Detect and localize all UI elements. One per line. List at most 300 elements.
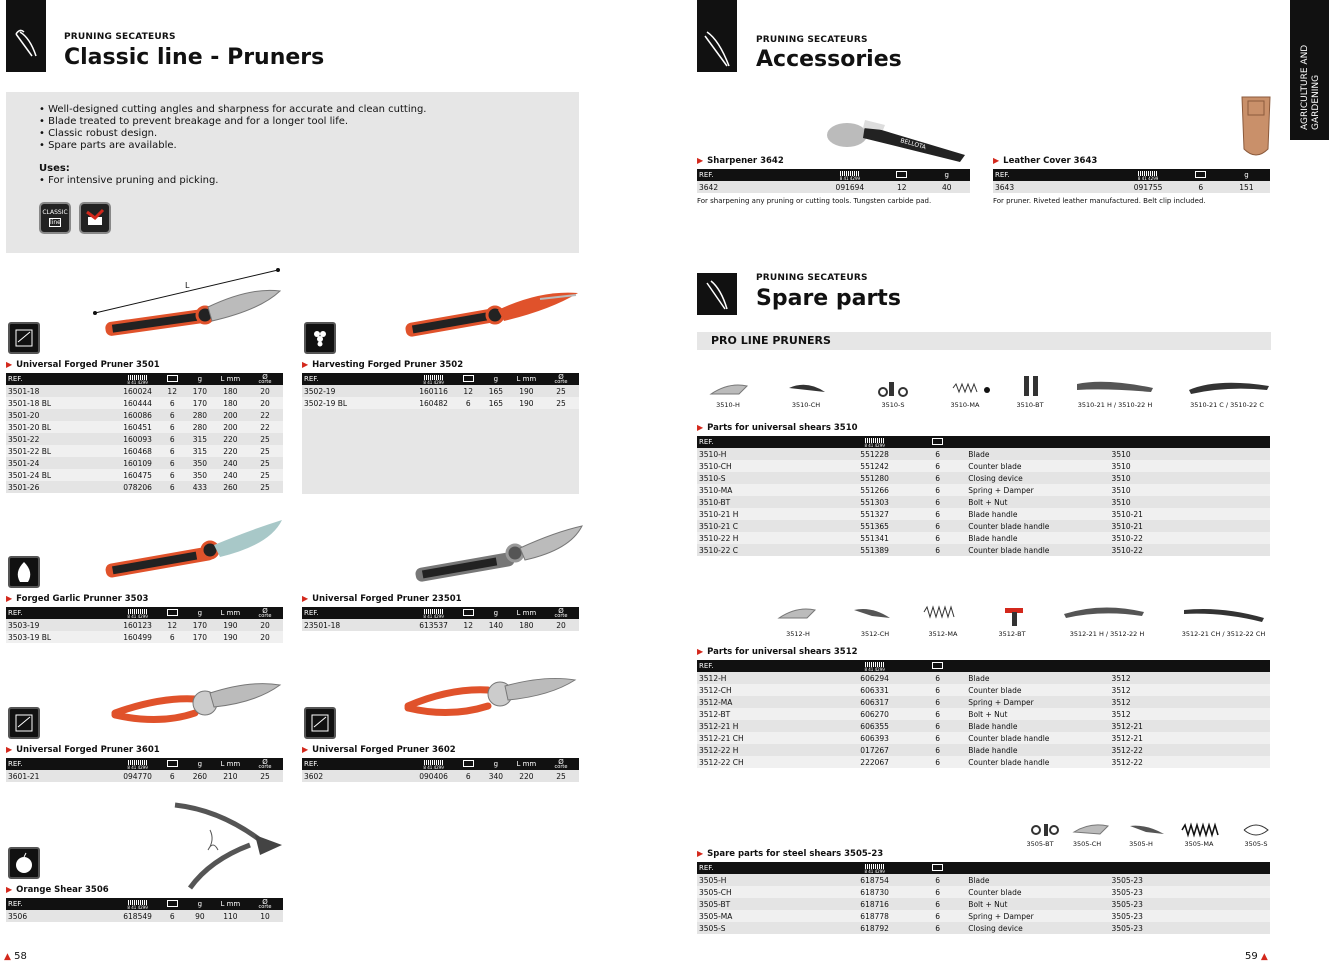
- col-pack: [909, 660, 966, 672]
- table-cell: 6: [909, 744, 966, 756]
- table-cell: Counter blade: [966, 886, 1109, 898]
- grape-icon: [304, 322, 336, 354]
- table-cell: 551303: [840, 496, 909, 508]
- universal-use-icon: [8, 322, 40, 354]
- col-ref: REF.: [697, 436, 840, 448]
- table-cell: 6: [909, 756, 966, 768]
- pruner-23501-image: [410, 520, 585, 590]
- table-cell: 3512: [1110, 708, 1270, 720]
- col-cut: Ø corte: [543, 607, 579, 619]
- table-cell: 3505-MA: [697, 910, 840, 922]
- section-kicker: PRUNING SECATEURS: [756, 35, 868, 45]
- barcode-icon: [865, 662, 885, 667]
- garlic-icon: [8, 556, 40, 588]
- table-cell: 078206: [117, 481, 159, 493]
- table-header-row: [302, 758, 579, 770]
- col-pack: [158, 607, 186, 619]
- col-barcode: 8 41 4299: [840, 862, 909, 874]
- table-cell: 280: [186, 409, 214, 421]
- table-cell: 3501-24: [6, 457, 117, 469]
- col-cut: Ø corte: [543, 373, 579, 385]
- table-cell: 6: [1179, 181, 1223, 193]
- table-cell: 551280: [840, 472, 909, 484]
- col-ref: REF.: [993, 169, 1118, 181]
- table-row: [6, 409, 283, 421]
- part-label: 3505-H: [1129, 840, 1153, 848]
- table-cell: 606317: [840, 696, 909, 708]
- table-cell: 25: [247, 457, 283, 469]
- table-cell: 3512: [1110, 696, 1270, 708]
- table-header-row: [6, 758, 283, 770]
- package-box-icon: [463, 375, 474, 382]
- table-cell: 6: [158, 421, 186, 433]
- parts-3505-title: ▶ Spare parts for steel shears 3505-23: [697, 849, 884, 859]
- col-pack: [454, 607, 482, 619]
- table-cell: 220: [510, 770, 543, 782]
- table-cell: 090406: [413, 770, 455, 782]
- col-ref: REF.: [6, 898, 117, 910]
- table-cell: 160086: [117, 409, 159, 421]
- col-pack: [1179, 169, 1223, 181]
- table-cell: 3510-21: [1110, 508, 1270, 520]
- table-cell: 22: [247, 409, 283, 421]
- table-cell: 606270: [840, 708, 909, 720]
- col-model: [1110, 660, 1270, 672]
- col-weight: g: [924, 169, 970, 181]
- table-row: [6, 397, 283, 409]
- table-cell: 433: [186, 481, 214, 493]
- table-cell: 350: [186, 457, 214, 469]
- parts-3512-table: [697, 660, 1270, 768]
- feature-item: • Classic robust design.: [39, 128, 158, 139]
- col-ref: REF.: [302, 758, 413, 770]
- table-row: [302, 397, 579, 409]
- table-cell: 017267: [840, 744, 909, 756]
- table-cell: 3510-MA: [697, 484, 840, 496]
- table-header-row: [697, 660, 1270, 672]
- table-cell: 6: [909, 496, 966, 508]
- table-cell: 190: [214, 631, 247, 643]
- table-cell: 210: [214, 770, 247, 782]
- table-row: [697, 532, 1270, 544]
- barcode-icon: [1138, 171, 1158, 176]
- table-cell: 25: [543, 385, 579, 397]
- table-cell: 165: [482, 397, 510, 409]
- pruner-category-icon: [697, 0, 737, 72]
- table-row: [6, 457, 283, 469]
- table-cell: 3510: [1110, 448, 1270, 460]
- table-cell: 6: [454, 770, 482, 782]
- table-cell: Spring + Damper: [966, 910, 1109, 922]
- table-cell: Counter blade: [966, 684, 1109, 696]
- table-cell: Blade: [966, 448, 1109, 460]
- table-row: [697, 484, 1270, 496]
- table-cell: 613537: [413, 619, 455, 631]
- col-ref: REF.: [302, 607, 413, 619]
- table-cell: Counter blade handle: [966, 732, 1109, 744]
- table-cell: 170: [186, 385, 214, 397]
- part-label: 3512-21 H / 3512-22 H: [1069, 630, 1145, 638]
- col-pack: [909, 436, 966, 448]
- part-label: 3512-H: [786, 630, 810, 638]
- table-cell: 6: [909, 708, 966, 720]
- section-kicker: PRUNING SECATEURS: [64, 32, 176, 42]
- part-label: 3505-S: [1244, 840, 1268, 848]
- feature-item: • Blade treated to prevent breakage and for a longer tool life.: [39, 116, 349, 127]
- product-table-3601: [6, 758, 283, 782]
- shear-3506-image: [170, 800, 285, 895]
- table-cell: 3510-H: [697, 448, 840, 460]
- table-cell: Blade handle: [966, 532, 1109, 544]
- product-table-23501: [302, 607, 579, 631]
- table-row: [6, 619, 283, 631]
- table-cell: 606294: [840, 672, 909, 684]
- col-length: L mm: [214, 898, 247, 910]
- table-cell: 160482: [413, 397, 455, 409]
- table-cell: 3510-21 H: [697, 508, 840, 520]
- col-barcode: 8 41 4299: [117, 373, 159, 385]
- table-cell: 315: [186, 445, 214, 457]
- product-title-3506: ▶ Orange Shear 3506: [6, 885, 109, 895]
- table-cell: 3510-21 C: [697, 520, 840, 532]
- package-box-icon: [932, 438, 943, 445]
- table-cell: 6: [909, 696, 966, 708]
- table-row: [993, 181, 1270, 193]
- table-cell: 6: [158, 409, 186, 421]
- col-model: [1110, 862, 1270, 874]
- table-row: [6, 385, 283, 397]
- table-row: [697, 544, 1270, 556]
- table-cell: 20: [543, 619, 579, 631]
- table-header-row: [697, 862, 1270, 874]
- table-cell: 160024: [117, 385, 159, 397]
- table-cell: 3506: [6, 910, 117, 922]
- table-cell: 90: [186, 910, 214, 922]
- col-barcode: 8 41 4299: [1118, 169, 1179, 181]
- sharpener-desc: For sharpening any pruning or cutting tools. Tungsten carbide pad.: [697, 197, 932, 205]
- table-cell: 6: [158, 469, 186, 481]
- table-cell: 20: [247, 631, 283, 643]
- table-cell: 3512-22 CH: [697, 756, 840, 768]
- table-cell: 551266: [840, 484, 909, 496]
- table-cell: 6: [909, 484, 966, 496]
- table-cell: 3512: [1110, 684, 1270, 696]
- leather-cover-title: ▶ Leather Cover 3643: [993, 156, 1098, 166]
- page-title: Classic line - Pruners: [64, 45, 325, 70]
- table-cell: 618716: [840, 898, 909, 910]
- table-row: [6, 433, 283, 445]
- table-cell: 551389: [840, 544, 909, 556]
- table-cell: 3501-22: [6, 433, 117, 445]
- table-cell: 25: [247, 469, 283, 481]
- table-header-row: [697, 436, 1270, 448]
- table-row: [697, 886, 1270, 898]
- col-cut: Ø corte: [247, 758, 283, 770]
- table-cell: 23501-18: [302, 619, 413, 631]
- col-length: L mm: [510, 758, 543, 770]
- parts-3510-table: [697, 436, 1270, 556]
- package-box-icon: [1195, 171, 1206, 178]
- product-title-3502: ▶ Harvesting Forged Pruner 3502: [302, 360, 464, 370]
- table-row: [6, 770, 283, 782]
- col-ref: REF.: [697, 660, 840, 672]
- part-label: 3510-21 H / 3510-22 H: [1077, 401, 1153, 409]
- package-box-icon: [167, 609, 178, 616]
- col-ref: REF.: [6, 373, 117, 385]
- product-table-3506: [6, 898, 283, 922]
- table-cell: 6: [158, 631, 186, 643]
- part-label: 3510-H: [716, 401, 740, 409]
- sharpener-image: [825, 100, 970, 165]
- table-cell: 3510-BT: [697, 496, 840, 508]
- table-cell: 606331: [840, 684, 909, 696]
- table-cell: 110: [214, 910, 247, 922]
- table-header-row: [697, 169, 970, 181]
- table-cell: 551341: [840, 532, 909, 544]
- table-header-row: [302, 373, 579, 385]
- table-cell: 6: [909, 520, 966, 532]
- table-cell: 6: [158, 397, 186, 409]
- package-box-icon: [463, 760, 474, 767]
- col-cut: Ø corte: [543, 758, 579, 770]
- table-row: [302, 770, 579, 782]
- table-cell: Spring + Damper: [966, 696, 1109, 708]
- table-row: [6, 445, 283, 457]
- part-label: 3505-MA: [1184, 840, 1214, 848]
- table-cell: 260: [214, 481, 247, 493]
- sharpener-table: [697, 169, 970, 193]
- leather-cover-desc: For pruner. Riveted leather manufactured. Belt clip included.: [993, 197, 1206, 205]
- pruner-category-icon: [6, 0, 46, 72]
- col-barcode: 8 41 4299: [413, 373, 455, 385]
- table-row: [6, 481, 283, 493]
- table-cell: 6: [909, 732, 966, 744]
- table-cell: Bolt + Nut: [966, 496, 1109, 508]
- table-cell: 3512-22: [1110, 756, 1270, 768]
- table-cell: 606355: [840, 720, 909, 732]
- table-row: [697, 508, 1270, 520]
- table-cell: 12: [880, 181, 924, 193]
- product-table-3501: [6, 373, 283, 493]
- table-cell: 3505-S: [697, 922, 840, 934]
- table-cell: 3602: [302, 770, 413, 782]
- table-cell: 260: [186, 770, 214, 782]
- table-cell: 6: [909, 672, 966, 684]
- parts-3510-title: ▶ Parts for universal shears 3510: [697, 423, 858, 433]
- pro-line-section-bar: PRO LINE PRUNERS: [697, 332, 1271, 350]
- table-cell: 3501-24 BL: [6, 469, 117, 481]
- part-label: 3510-BT: [1016, 401, 1044, 409]
- col-weight: g: [186, 898, 214, 910]
- table-cell: Counter blade: [966, 460, 1109, 472]
- parts-3505-table: [697, 862, 1270, 934]
- col-barcode: 8 41 4299: [840, 436, 909, 448]
- table-cell: 3502-19 BL: [302, 397, 413, 409]
- table-cell: 6: [158, 481, 186, 493]
- pruner-3501-image: [90, 265, 285, 350]
- table-row: [302, 385, 579, 397]
- table-cell: Spring + Damper: [966, 484, 1109, 496]
- table-cell: 200: [214, 409, 247, 421]
- feature-item: • Well-designed cutting angles and sharpness for accurate and clean cutting.: [39, 104, 427, 115]
- col-weight: g: [186, 758, 214, 770]
- table-cell: 25: [247, 445, 283, 457]
- page-number-left: ▲ 58: [4, 951, 27, 962]
- table-cell: 3501-20 BL: [6, 421, 117, 433]
- table-cell: 40: [924, 181, 970, 193]
- table-cell: 160499: [117, 631, 159, 643]
- col-model: [1110, 436, 1270, 448]
- col-barcode: 8 41 4299: [840, 660, 909, 672]
- table-cell: 12: [454, 619, 482, 631]
- table-row: [697, 910, 1270, 922]
- part-label: 3505-BT: [1026, 840, 1054, 848]
- universal-use-icon: [8, 707, 40, 739]
- table-cell: 3601-21: [6, 770, 117, 782]
- table-cell: 3505-23: [1110, 910, 1270, 922]
- spare-parts-badge-icon: [79, 202, 111, 234]
- package-box-icon: [167, 375, 178, 382]
- package-box-icon: [896, 171, 907, 178]
- table-cell: 160123: [117, 619, 159, 631]
- table-cell: 3510-22 H: [697, 532, 840, 544]
- table-cell: 618730: [840, 886, 909, 898]
- product-title-3501: ▶ Universal Forged Pruner 3501: [6, 360, 160, 370]
- classic-line-badge: CLASSIC line: [39, 202, 71, 234]
- table-cell: Blade handle: [966, 744, 1109, 756]
- product-table-3503: [6, 607, 283, 643]
- package-box-icon: [932, 864, 943, 871]
- col-pack: [158, 373, 186, 385]
- table-cell: 3512-21: [1110, 732, 1270, 744]
- barcode-icon: [865, 864, 885, 869]
- table-row: [697, 496, 1270, 508]
- col-desc: [966, 862, 1109, 874]
- table-cell: 3505-23: [1110, 874, 1270, 886]
- table-cell: 222067: [840, 756, 909, 768]
- barcode-icon: [424, 609, 444, 614]
- table-cell: 340: [482, 770, 510, 782]
- table-cell: 3505-CH: [697, 886, 840, 898]
- table-cell: 6: [909, 886, 966, 898]
- table-cell: 6: [454, 397, 482, 409]
- col-cut: Ø corte: [247, 898, 283, 910]
- table-cell: 170: [186, 631, 214, 643]
- table-cell: 3510-21: [1110, 520, 1270, 532]
- table-cell: 3503-19: [6, 619, 117, 631]
- table-cell: 20: [247, 619, 283, 631]
- table-cell: 3501-18 BL: [6, 397, 117, 409]
- leather-cover-table: [993, 169, 1270, 193]
- product-table-3502: [302, 373, 579, 409]
- table-cell: 3501-20: [6, 409, 117, 421]
- table-row: [697, 181, 970, 193]
- table-cell: 240: [214, 457, 247, 469]
- table-cell: 6: [909, 922, 966, 934]
- table-row: [697, 520, 1270, 532]
- table-cell: 3505-H: [697, 874, 840, 886]
- table-cell: 551242: [840, 460, 909, 472]
- apple-icon: [8, 847, 40, 879]
- table-cell: 618754: [840, 874, 909, 886]
- table-cell: 12: [454, 385, 482, 397]
- spare-parts-title: Spare parts: [756, 286, 901, 311]
- part-label: 3505-CH: [1072, 840, 1102, 848]
- table-cell: 190: [510, 397, 543, 409]
- table-row: [697, 460, 1270, 472]
- table-cell: 160093: [117, 433, 159, 445]
- table-cell: 12: [158, 385, 186, 397]
- product-title-23501: ▶ Universal Forged Pruner 23501: [302, 594, 462, 604]
- table-cell: 3503-19 BL: [6, 631, 117, 643]
- table-row: [697, 472, 1270, 484]
- col-ref: REF.: [6, 758, 117, 770]
- sharpener-title: ▶ Sharpener 3642: [697, 156, 784, 166]
- table-cell: 25: [543, 770, 579, 782]
- category-tab: AGRICULTURE AND GARDENING: [1290, 0, 1329, 140]
- table-row: [697, 696, 1270, 708]
- svg-text:BELLOTA: BELLOTA: [899, 137, 927, 152]
- table-cell: 3512: [1110, 672, 1270, 684]
- barcode-icon: [840, 171, 860, 176]
- table-cell: 160444: [117, 397, 159, 409]
- leather-cover-image: [1238, 93, 1274, 163]
- table-row: [6, 469, 283, 481]
- table-cell: 6: [909, 874, 966, 886]
- table-cell: 3510-CH: [697, 460, 840, 472]
- section-kicker: PRUNING SECATEURS: [756, 273, 868, 283]
- table-cell: 3510-22: [1110, 532, 1270, 544]
- table-cell: 6: [909, 508, 966, 520]
- table-cell: Blade: [966, 672, 1109, 684]
- package-box-icon: [463, 609, 474, 616]
- col-length: L mm: [510, 607, 543, 619]
- table-cell: 6: [158, 770, 186, 782]
- parts-3512-title: ▶ Parts for universal shears 3512: [697, 647, 858, 657]
- table-cell: 151: [1223, 181, 1270, 193]
- col-cut: Ø corte: [247, 607, 283, 619]
- col-pack: [454, 373, 482, 385]
- table-cell: 3512-21 CH: [697, 732, 840, 744]
- table-row: [697, 672, 1270, 684]
- product-title-3503: ▶ Forged Garlic Prunner 3503: [6, 594, 149, 604]
- table-cell: 3510-22: [1110, 544, 1270, 556]
- barcode-icon: [128, 900, 148, 905]
- table-cell: 315: [186, 433, 214, 445]
- table-cell: 3501-22 BL: [6, 445, 117, 457]
- table-cell: 3505-BT: [697, 898, 840, 910]
- table-cell: 280: [186, 421, 214, 433]
- table-cell: 3643: [993, 181, 1118, 193]
- part-label: 3512-BT: [998, 630, 1026, 638]
- product-title-3602: ▶ Universal Forged Pruner 3602: [302, 745, 456, 755]
- col-length: L mm: [214, 607, 247, 619]
- table-cell: 10: [247, 910, 283, 922]
- package-box-icon: [167, 900, 178, 907]
- table-header-row: [6, 898, 283, 910]
- table-cell: 165: [482, 385, 510, 397]
- table-cell: 3510: [1110, 472, 1270, 484]
- table-row: [697, 898, 1270, 910]
- part-label: 3510-CH: [791, 401, 821, 409]
- table-cell: 190: [510, 385, 543, 397]
- col-weight: g: [482, 373, 510, 385]
- table-row: [697, 756, 1270, 768]
- table-cell: 3505-23: [1110, 898, 1270, 910]
- barcode-icon: [865, 438, 885, 443]
- table-cell: 551228: [840, 448, 909, 460]
- table-cell: 25: [247, 433, 283, 445]
